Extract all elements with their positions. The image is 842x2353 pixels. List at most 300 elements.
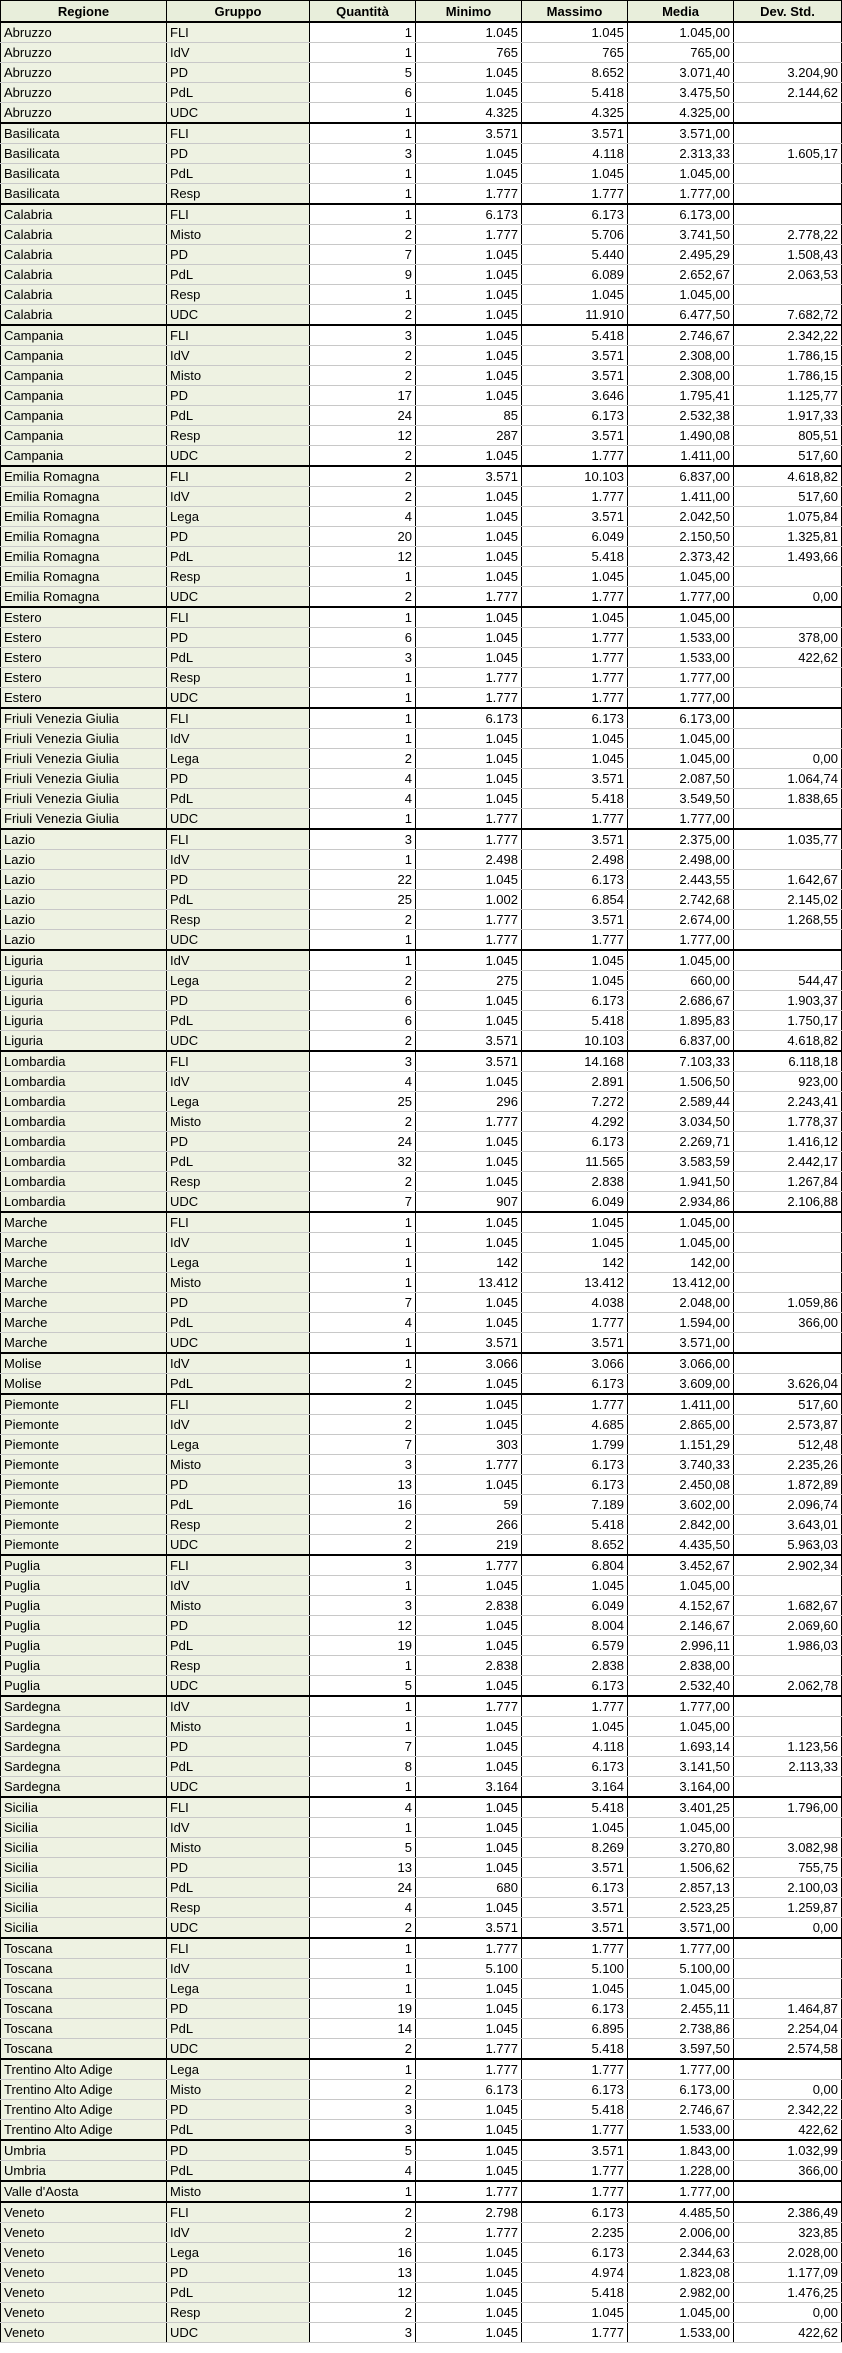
cell-media: 1.411,00 <box>628 1394 734 1415</box>
cell-dev-std: 2.062,78 <box>734 1676 842 1697</box>
cell-dev-std: 3.626,04 <box>734 1374 842 1395</box>
cell-gruppo: Misto <box>167 2080 310 2100</box>
table-row <box>1 2323 842 2343</box>
cell-media: 1.045,00 <box>628 950 734 971</box>
header-media[interactable]: Media <box>628 1 734 23</box>
cell-quantita: 1 <box>310 850 416 870</box>
cell-dev-std: 1.786,15 <box>734 346 842 366</box>
table-row <box>1 1233 842 1253</box>
cell-regione: Friuli Venezia Giulia <box>1 749 167 769</box>
cell-minimo: 3.571 <box>416 1051 522 1072</box>
cell-media: 142,00 <box>628 1253 734 1273</box>
cell-quantita: 3 <box>310 2323 416 2343</box>
cell-dev-std: 2.106,88 <box>734 1192 842 1213</box>
cell-dev-std: 4.618,82 <box>734 1031 842 1052</box>
cell-regione: Lombardia <box>1 1112 167 1132</box>
table-row <box>1 144 842 164</box>
cell-gruppo: PD <box>167 1616 310 1636</box>
cell-massimo: 8.004 <box>522 1616 628 1636</box>
cell-minimo: 266 <box>416 1515 522 1535</box>
cell-minimo: 1.045 <box>416 2120 522 2141</box>
cell-regione: Friuli Venezia Giulia <box>1 729 167 749</box>
table-row <box>1 729 842 749</box>
cell-minimo: 1.045 <box>416 527 522 547</box>
table-row <box>1 1979 842 1999</box>
cell-massimo: 5.440 <box>522 245 628 265</box>
cell-gruppo: Resp <box>167 285 310 305</box>
cell-minimo: 1.045 <box>416 446 522 467</box>
cell-media: 3.475,50 <box>628 83 734 103</box>
cell-regione: Calabria <box>1 265 167 285</box>
cell-minimo: 6.173 <box>416 2080 522 2100</box>
cell-dev-std <box>734 688 842 709</box>
cell-dev-std <box>734 1253 842 1273</box>
cell-gruppo: Resp <box>167 1898 310 1918</box>
table-row <box>1 1333 842 1354</box>
cell-quantita: 1 <box>310 1212 416 1233</box>
table-row <box>1 1555 842 1576</box>
cell-dev-std: 2.342,22 <box>734 325 842 346</box>
table-row <box>1 809 842 830</box>
table-row <box>1 1535 842 1556</box>
cell-minimo: 1.045 <box>416 63 522 83</box>
table-row <box>1 386 842 406</box>
cell-minimo: 2.838 <box>416 1656 522 1676</box>
cell-dev-std <box>734 43 842 63</box>
table-row <box>1 325 842 346</box>
cell-gruppo: FLI <box>167 708 310 729</box>
cell-minimo: 1.045 <box>416 870 522 890</box>
cell-media: 2.934,86 <box>628 1192 734 1213</box>
cell-dev-std <box>734 1717 842 1737</box>
cell-minimo: 1.045 <box>416 2019 522 2039</box>
cell-minimo: 303 <box>416 1435 522 1455</box>
cell-media: 2.532,38 <box>628 406 734 426</box>
cell-regione: Emilia Romagna <box>1 527 167 547</box>
cell-gruppo: PdL <box>167 2019 310 2039</box>
cell-gruppo: PD <box>167 991 310 1011</box>
cell-gruppo: Lega <box>167 2243 310 2263</box>
cell-minimo: 1.045 <box>416 1212 522 1233</box>
cell-media: 2.495,29 <box>628 245 734 265</box>
header-row <box>1 1 842 23</box>
table-row <box>1 1273 842 1293</box>
cell-dev-std: 544,47 <box>734 971 842 991</box>
cell-regione: Veneto <box>1 2303 167 2323</box>
header-regione[interactable]: Regione <box>1 1 167 23</box>
cell-quantita: 7 <box>310 1293 416 1313</box>
cell-media: 1.895,83 <box>628 1011 734 1031</box>
cell-regione: Liguria <box>1 971 167 991</box>
cell-gruppo: Resp <box>167 1515 310 1535</box>
cell-media: 1.843,00 <box>628 2140 734 2161</box>
table-row <box>1 1455 842 1475</box>
table-row <box>1 103 842 124</box>
cell-minimo: 3.571 <box>416 1031 522 1052</box>
cell-minimo: 1.777 <box>416 1938 522 1959</box>
cell-massimo: 6.049 <box>522 1596 628 1616</box>
cell-quantita: 7 <box>310 1737 416 1757</box>
table-row <box>1 2161 842 2182</box>
cell-dev-std: 1.123,56 <box>734 1737 842 1757</box>
cell-quantita: 5 <box>310 63 416 83</box>
cell-quantita: 1 <box>310 1333 416 1354</box>
cell-quantita: 6 <box>310 628 416 648</box>
cell-gruppo: Resp <box>167 426 310 446</box>
cell-dev-std <box>734 1979 842 1999</box>
cell-gruppo: PD <box>167 2263 310 2283</box>
cell-minimo: 1.777 <box>416 1696 522 1717</box>
cell-quantita: 12 <box>310 426 416 446</box>
cell-media: 2.674,00 <box>628 910 734 930</box>
cell-media: 1.777,00 <box>628 2181 734 2202</box>
cell-gruppo: PD <box>167 1475 310 1495</box>
header-gruppo[interactable]: Gruppo <box>167 1 310 23</box>
cell-massimo: 8.269 <box>522 1838 628 1858</box>
cell-dev-std: 1.872,89 <box>734 1475 842 1495</box>
cell-dev-std: 422,62 <box>734 648 842 668</box>
cell-massimo: 1.777 <box>522 2323 628 2343</box>
table-row <box>1 2202 842 2223</box>
cell-regione: Veneto <box>1 2223 167 2243</box>
cell-media: 3.141,50 <box>628 1757 734 1777</box>
cell-quantita: 2 <box>310 2080 416 2100</box>
cell-dev-std: 378,00 <box>734 628 842 648</box>
cell-gruppo: IdV <box>167 346 310 366</box>
cell-quantita: 1 <box>310 43 416 63</box>
cell-media: 1.777,00 <box>628 809 734 830</box>
cell-minimo: 1.045 <box>416 1293 522 1313</box>
cell-media: 2.746,67 <box>628 2100 734 2120</box>
cell-regione: Lombardia <box>1 1192 167 1213</box>
cell-gruppo: PD <box>167 628 310 648</box>
cell-gruppo: UDC <box>167 688 310 709</box>
cell-massimo: 3.066 <box>522 1353 628 1374</box>
cell-quantita: 16 <box>310 2243 416 2263</box>
cell-gruppo: Resp <box>167 567 310 587</box>
cell-dev-std <box>734 567 842 587</box>
cell-regione: Sardegna <box>1 1717 167 1737</box>
table-row <box>1 406 842 426</box>
cell-massimo: 8.652 <box>522 1535 628 1556</box>
cell-massimo: 1.777 <box>522 628 628 648</box>
cell-minimo: 1.777 <box>416 688 522 709</box>
cell-regione: Lombardia <box>1 1172 167 1192</box>
cell-massimo: 10.103 <box>522 466 628 487</box>
cell-minimo: 1.045 <box>416 2140 522 2161</box>
cell-quantita: 1 <box>310 123 416 144</box>
cell-quantita: 2 <box>310 305 416 326</box>
cell-massimo: 1.045 <box>522 607 628 628</box>
cell-minimo: 1.045 <box>416 285 522 305</box>
cell-dev-std <box>734 1959 842 1979</box>
table-row <box>1 567 842 587</box>
cell-regione: Abruzzo <box>1 103 167 124</box>
cell-minimo: 3.571 <box>416 1333 522 1354</box>
cell-dev-std: 1.464,87 <box>734 1999 842 2019</box>
cell-quantita: 1 <box>310 1233 416 1253</box>
cell-gruppo: IdV <box>167 850 310 870</box>
cell-gruppo: UDC <box>167 1031 310 1052</box>
cell-minimo: 1.045 <box>416 1858 522 1878</box>
table-row <box>1 83 842 103</box>
cell-quantita: 1 <box>310 607 416 628</box>
table-row <box>1 2303 842 2323</box>
cell-gruppo: Misto <box>167 366 310 386</box>
table-row <box>1 1636 842 1656</box>
cell-gruppo: PD <box>167 769 310 789</box>
cell-dev-std: 1.642,67 <box>734 870 842 890</box>
cell-quantita: 16 <box>310 1495 416 1515</box>
cell-massimo: 2.498 <box>522 850 628 870</box>
cell-dev-std: 2.574,58 <box>734 2039 842 2060</box>
cell-regione: Estero <box>1 607 167 628</box>
cell-regione: Liguria <box>1 1011 167 1031</box>
cell-regione: Lombardia <box>1 1051 167 1072</box>
cell-massimo: 1.777 <box>522 1313 628 1333</box>
cell-regione: Basilicata <box>1 164 167 184</box>
cell-dev-std: 1.986,03 <box>734 1636 842 1656</box>
cell-massimo: 6.173 <box>522 1999 628 2019</box>
cell-gruppo: IdV <box>167 729 310 749</box>
cell-dev-std <box>734 1777 842 1798</box>
cell-regione: Calabria <box>1 225 167 245</box>
cell-minimo: 2.798 <box>416 2202 522 2223</box>
table-row <box>1 305 842 326</box>
cell-dev-std <box>734 2181 842 2202</box>
cell-regione: Marche <box>1 1313 167 1333</box>
cell-dev-std: 2.144,62 <box>734 83 842 103</box>
cell-media: 2.308,00 <box>628 346 734 366</box>
cell-minimo: 1.045 <box>416 2161 522 2182</box>
cell-regione: Sardegna <box>1 1757 167 1777</box>
cell-media: 1.506,62 <box>628 1858 734 1878</box>
cell-massimo: 2.838 <box>522 1656 628 1676</box>
cell-gruppo: Misto <box>167 1455 310 1475</box>
cell-dev-std: 2.235,26 <box>734 1455 842 1475</box>
table-row <box>1 2080 842 2100</box>
cell-dev-std <box>734 1333 842 1354</box>
table-row <box>1 285 842 305</box>
cell-massimo: 3.571 <box>522 769 628 789</box>
cell-regione: Marche <box>1 1273 167 1293</box>
cell-regione: Sicilia <box>1 1818 167 1838</box>
cell-minimo: 2.498 <box>416 850 522 870</box>
cell-quantita: 5 <box>310 1838 416 1858</box>
cell-minimo: 1.045 <box>416 769 522 789</box>
cell-regione: Campania <box>1 426 167 446</box>
table-row <box>1 245 842 265</box>
cell-massimo: 7.272 <box>522 1092 628 1112</box>
cell-massimo: 1.777 <box>522 1938 628 1959</box>
cell-gruppo: Lega <box>167 749 310 769</box>
cell-dev-std <box>734 22 842 43</box>
cell-massimo: 3.571 <box>522 123 628 144</box>
cell-dev-std: 1.786,15 <box>734 366 842 386</box>
header-quantita[interactable]: Quantità <box>310 1 416 23</box>
cell-minimo: 1.045 <box>416 1757 522 1777</box>
cell-regione: Trentino Alto Adige <box>1 2059 167 2080</box>
cell-gruppo: PD <box>167 63 310 83</box>
cell-massimo: 5.418 <box>522 83 628 103</box>
cell-dev-std: 3.643,01 <box>734 1515 842 1535</box>
table-row <box>1 1132 842 1152</box>
cell-media: 1.045,00 <box>628 749 734 769</box>
cell-minimo: 1.045 <box>416 83 522 103</box>
cell-massimo: 4.325 <box>522 103 628 124</box>
cell-quantita: 1 <box>310 285 416 305</box>
table-row <box>1 1878 842 1898</box>
table-row <box>1 1092 842 1112</box>
cell-regione: Abruzzo <box>1 22 167 43</box>
cell-regione: Marche <box>1 1293 167 1313</box>
table-row <box>1 930 842 951</box>
table-row <box>1 265 842 285</box>
cell-media: 1.777,00 <box>628 930 734 951</box>
cell-minimo: 1.045 <box>416 607 522 628</box>
cell-quantita: 1 <box>310 1979 416 1999</box>
cell-media: 6.837,00 <box>628 466 734 487</box>
cell-media: 1.411,00 <box>628 487 734 507</box>
cell-minimo: 1.045 <box>416 1999 522 2019</box>
cell-gruppo: Resp <box>167 184 310 205</box>
cell-regione: Lazio <box>1 930 167 951</box>
table-row <box>1 991 842 1011</box>
cell-quantita: 3 <box>310 648 416 668</box>
cell-minimo: 1.777 <box>416 668 522 688</box>
cell-media: 1.045,00 <box>628 1212 734 1233</box>
cell-regione: Piemonte <box>1 1475 167 1495</box>
cell-media: 2.373,42 <box>628 547 734 567</box>
header-massimo[interactable]: Massimo <box>522 1 628 23</box>
table-row <box>1 1898 842 1918</box>
cell-dev-std: 0,00 <box>734 1918 842 1939</box>
cell-gruppo: FLI <box>167 2202 310 2223</box>
cell-gruppo: UDC <box>167 446 310 467</box>
cell-dev-std: 2.028,00 <box>734 2243 842 2263</box>
cell-media: 3.571,00 <box>628 1333 734 1354</box>
cell-massimo: 3.571 <box>522 1918 628 1939</box>
cell-quantita: 1 <box>310 1777 416 1798</box>
cell-dev-std <box>734 1938 842 1959</box>
cell-quantita: 25 <box>310 1092 416 1112</box>
cell-quantita: 12 <box>310 547 416 567</box>
table-row <box>1 607 842 628</box>
cell-dev-std <box>734 123 842 144</box>
cell-dev-std: 755,75 <box>734 1858 842 1878</box>
cell-minimo: 1.045 <box>416 1979 522 1999</box>
cell-massimo: 6.049 <box>522 1192 628 1213</box>
cell-regione: Veneto <box>1 2323 167 2343</box>
cell-minimo: 1.045 <box>416 1415 522 1435</box>
cell-regione: Emilia Romagna <box>1 466 167 487</box>
cell-massimo: 7.189 <box>522 1495 628 1515</box>
cell-dev-std: 2.145,02 <box>734 890 842 910</box>
cell-dev-std: 1.267,84 <box>734 1172 842 1192</box>
cell-media: 1.823,08 <box>628 2263 734 2283</box>
cell-media: 1.490,08 <box>628 426 734 446</box>
cell-regione: Veneto <box>1 2243 167 2263</box>
cell-massimo: 1.777 <box>522 930 628 951</box>
header-minimo[interactable]: Minimo <box>416 1 522 23</box>
cell-gruppo: Lega <box>167 1435 310 1455</box>
cell-quantita: 1 <box>310 809 416 830</box>
cell-dev-std <box>734 1212 842 1233</box>
cell-minimo: 287 <box>416 426 522 446</box>
cell-minimo: 4.325 <box>416 103 522 124</box>
cell-regione: Trentino Alto Adige <box>1 2120 167 2141</box>
cell-regione: Campania <box>1 406 167 426</box>
table-row <box>1 769 842 789</box>
cell-regione: Veneto <box>1 2202 167 2223</box>
cell-regione: Friuli Venezia Giulia <box>1 769 167 789</box>
cell-media: 2.269,71 <box>628 1132 734 1152</box>
cell-gruppo: IdV <box>167 1576 310 1596</box>
cell-dev-std <box>734 1656 842 1676</box>
cell-massimo: 6.804 <box>522 1555 628 1576</box>
cell-gruppo: Lega <box>167 1092 310 1112</box>
table-row <box>1 1656 842 1676</box>
cell-dev-std: 1.125,77 <box>734 386 842 406</box>
cell-massimo: 1.045 <box>522 971 628 991</box>
cell-quantita: 1 <box>310 930 416 951</box>
cell-minimo: 1.045 <box>416 22 522 43</box>
cell-media: 660,00 <box>628 971 734 991</box>
table-row <box>1 426 842 446</box>
cell-media: 2.652,67 <box>628 265 734 285</box>
header-dev-std[interactable]: Dev. Std. <box>734 1 842 23</box>
cell-media: 1.777,00 <box>628 668 734 688</box>
cell-regione: Veneto <box>1 2263 167 2283</box>
cell-quantita: 1 <box>310 1717 416 1737</box>
cell-quantita: 6 <box>310 991 416 1011</box>
cell-media: 1.533,00 <box>628 648 734 668</box>
cell-gruppo: UDC <box>167 930 310 951</box>
cell-massimo: 5.418 <box>522 2100 628 2120</box>
cell-massimo: 1.045 <box>522 164 628 184</box>
cell-gruppo: FLI <box>167 22 310 43</box>
cell-minimo: 1.045 <box>416 648 522 668</box>
cell-gruppo: Resp <box>167 910 310 930</box>
cell-massimo: 1.777 <box>522 809 628 830</box>
cell-media: 1.045,00 <box>628 1576 734 1596</box>
cell-dev-std <box>734 607 842 628</box>
cell-massimo: 6.173 <box>522 204 628 225</box>
cell-quantita: 1 <box>310 22 416 43</box>
cell-media: 2.589,44 <box>628 1092 734 1112</box>
table-row <box>1 1918 842 1939</box>
cell-quantita: 2 <box>310 2223 416 2243</box>
cell-regione: Toscana <box>1 2039 167 2060</box>
table-row <box>1 628 842 648</box>
cell-massimo: 5.418 <box>522 547 628 567</box>
cell-media: 4.435,50 <box>628 1535 734 1556</box>
table-row <box>1 43 842 63</box>
cell-dev-std: 2.342,22 <box>734 2100 842 2120</box>
cell-regione: Sicilia <box>1 1797 167 1818</box>
cell-regione: Campania <box>1 446 167 467</box>
cell-media: 2.308,00 <box>628 366 734 386</box>
table-row <box>1 1999 842 2019</box>
table-row <box>1 950 842 971</box>
cell-regione: Umbria <box>1 2140 167 2161</box>
cell-minimo: 3.571 <box>416 466 522 487</box>
cell-media: 3.597,50 <box>628 2039 734 2060</box>
cell-dev-std: 7.682,72 <box>734 305 842 326</box>
cell-regione: Sardegna <box>1 1737 167 1757</box>
cell-massimo: 1.045 <box>522 950 628 971</box>
table-row <box>1 1172 842 1192</box>
